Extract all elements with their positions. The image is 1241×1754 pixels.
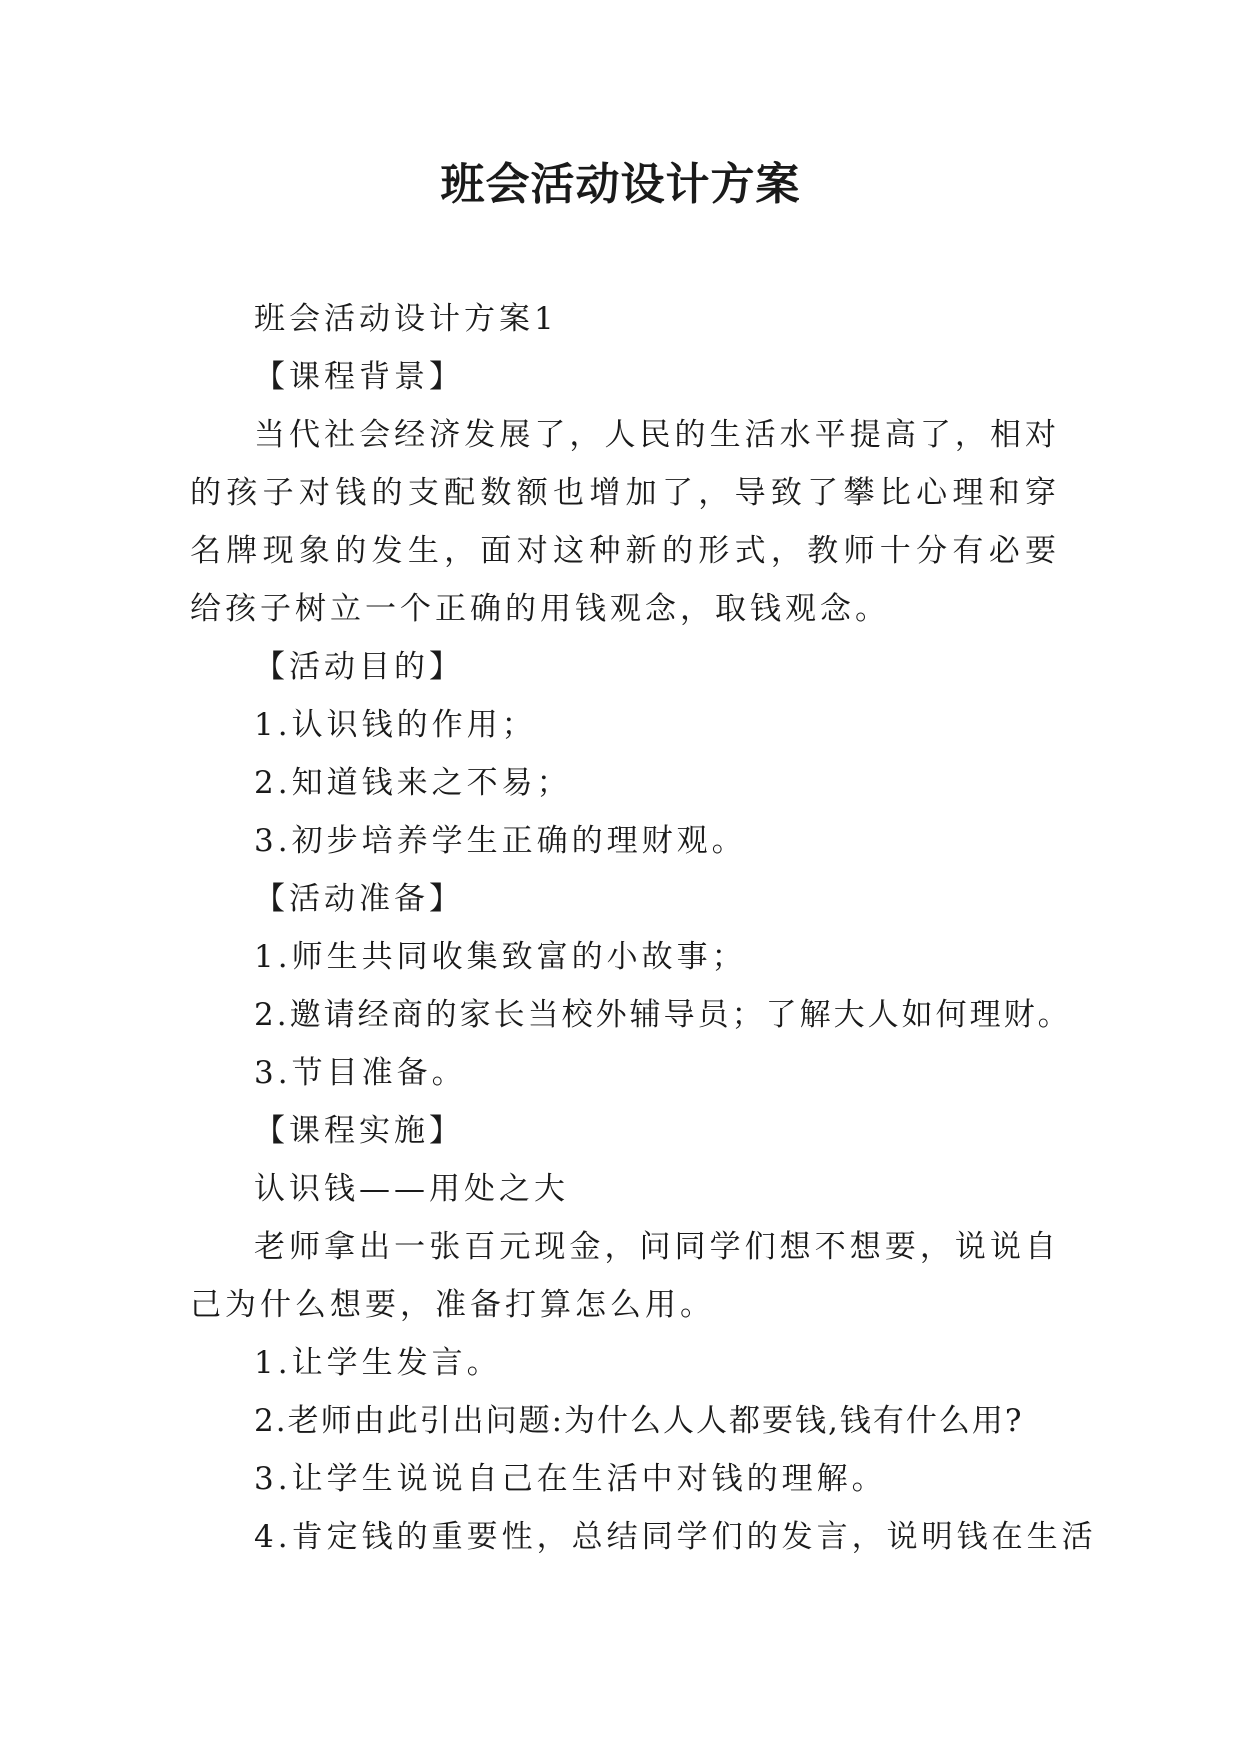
document-body: [190, 290, 1097, 1566]
section-title: 班会活动设计方案1: [254, 301, 558, 337]
list-item: 3.让学生说说自己在生活中对钱的理解。: [254, 1461, 887, 1497]
heading-activity-prep: 【活动准备】: [254, 881, 464, 917]
heading-course-implementation: 【课程实施】: [254, 1113, 464, 1149]
heading-activity-goal: 【活动目的】: [254, 649, 464, 685]
paragraph-teacher: 老师拿出一张百元现金，问同学们想不想要，说说自己为什么想要，准备打算怎么用。: [190, 1229, 1060, 1323]
list-item: 3.节目准备。: [254, 1055, 467, 1091]
subheading: 认识钱——用处之大: [254, 1171, 569, 1207]
list-item: 1.让学生发言。: [254, 1345, 502, 1381]
heading-course-background: 【课程背景】: [254, 359, 464, 395]
list-item: 2.知道钱来之不易；: [254, 765, 572, 801]
list-item: 1.认识钱的作用；: [254, 707, 537, 743]
list-item: 2.邀请经商的家长当校外辅导员；了解大人如何理财。: [254, 997, 1072, 1033]
list-item: 2.老师由此引出问题:为什么人人都要钱,钱有什么用?: [254, 1403, 1024, 1439]
paragraph-background: 当代社会经济发展了，人民的生活水平提高了，相对的孩子对钱的支配数额也增加了，导致了攀比心理和穿名牌现象的发生，面对这种新的形式，教师十分有必要给孩子树立一个正确的用钱观念，取钱观念。: [190, 417, 1060, 627]
list-item: 4.肯定钱的重要性，总结同学们的发言，说明钱在生活: [254, 1519, 1097, 1555]
list-item: 3.初步培养学生正确的理财观。: [254, 823, 747, 859]
document-title: 班会活动设计方案: [440, 159, 801, 210]
list-item: 1.师生共同收集致富的小故事；: [254, 939, 747, 975]
